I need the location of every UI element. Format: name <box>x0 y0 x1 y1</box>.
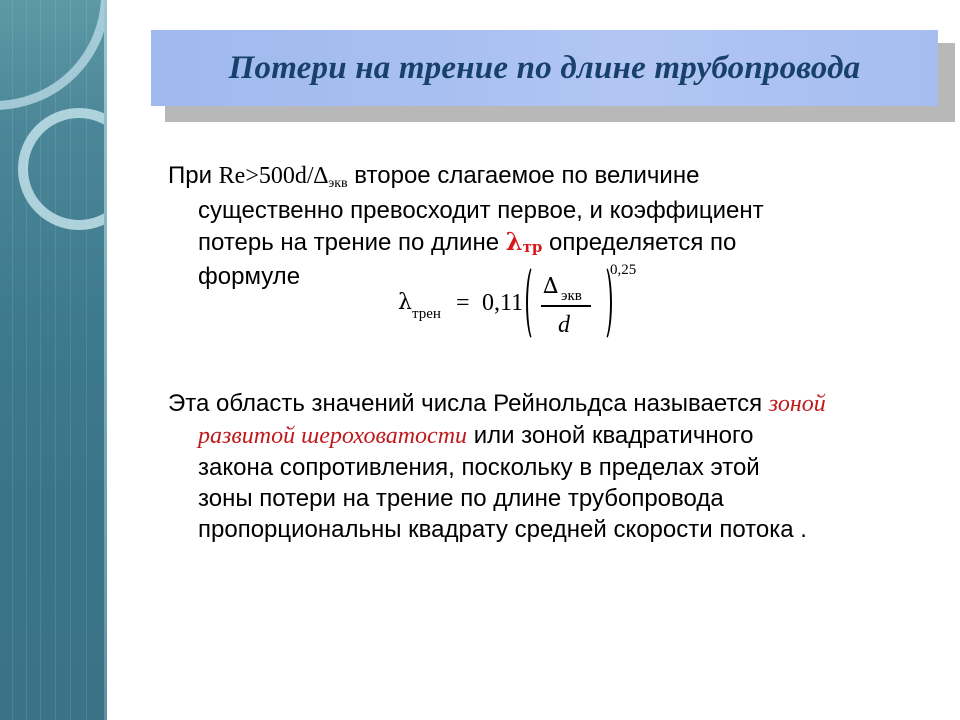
paragraph-1-line-2: существенно превосходит первое, и коэффициент <box>198 197 764 224</box>
lambda-glyph: λ <box>505 227 523 256</box>
paragraph-2-line-1 <box>168 388 948 420</box>
decorative-sidebar <box>0 0 107 720</box>
text-fragment: При <box>168 162 219 189</box>
formula-numerator: ∆ <box>543 274 559 299</box>
text-fragment: определяется по <box>542 229 737 256</box>
formula-denominator: d <box>558 312 570 338</box>
lambda-subscript: тр <box>522 238 543 256</box>
left-parenthesis <box>526 264 542 342</box>
friction-formula <box>398 262 648 352</box>
reynolds-condition: Re>500d/∆ <box>218 163 329 189</box>
text-fragment: или зоной квадратичного <box>467 422 754 449</box>
formula-lambda: λ <box>398 290 412 315</box>
formula-equals: = <box>456 290 470 316</box>
paragraph-2 <box>168 388 948 545</box>
slide-title: Потери на трение по длине трубопровода <box>228 49 861 86</box>
highlighted-term: развитой шероховатости <box>198 423 468 449</box>
paragraph-1-line-3 <box>168 226 948 261</box>
paragraph-2-line-2 <box>168 420 948 452</box>
reynolds-subscript: экв <box>328 176 348 191</box>
formula-numerator-subscript: экв <box>561 288 582 304</box>
paragraph-2-line-5: пропорциональны квадрату средней скорости потока . <box>198 516 807 543</box>
formula-coefficient: 0,11 <box>482 290 524 316</box>
decorative-ring-large <box>0 0 107 110</box>
lambda-symbol <box>506 227 543 256</box>
formula-lambda-subscript: трен <box>412 306 441 322</box>
decorative-ring-small <box>18 108 107 230</box>
fraction-bar <box>541 305 591 307</box>
sidebar-edge <box>104 0 107 720</box>
title-box <box>151 30 938 106</box>
text-fragment: потерь на трение по длине <box>198 229 506 256</box>
text-fragment: второе слагаемое по величине <box>347 162 700 189</box>
paragraph-1-line-4: формуле <box>198 263 301 290</box>
paragraph-1-line-1 <box>168 160 948 195</box>
highlighted-term: зоной <box>768 391 826 417</box>
paragraph-2-line-3: закона сопротивления, поскольку в пределах этой <box>198 454 760 481</box>
formula-exponent: 0,25 <box>610 262 637 278</box>
paragraph-2-line-4: зоны потери на трение по длине трубопровода <box>198 485 724 512</box>
text-fragment: Эта область значений числа Рейнольдса называется <box>168 390 769 417</box>
